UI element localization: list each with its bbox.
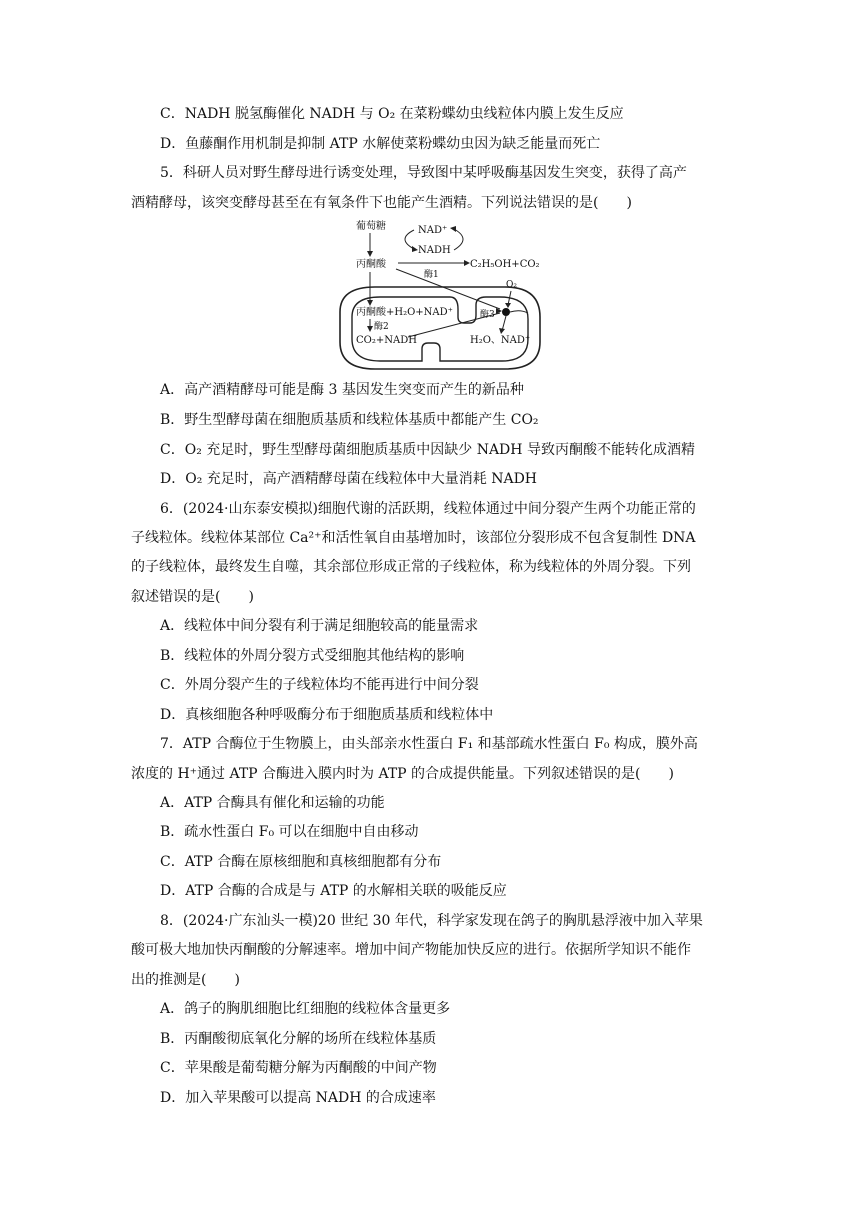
question-7-option-c: C．ATP 合酶在原核细胞和真核细胞都有分布 — [160, 854, 442, 870]
question-6-option-d: D．真核细胞各种呼吸酶分布于细胞质基质和线粒体中 — [160, 707, 494, 723]
question-7-option-b: B．疏水性蛋白 F₀ 可以在细胞中自由移动 — [160, 824, 419, 840]
option-c-prev: C．NADH 脱氢酶催化 NADH 与 O₂ 在菜粉蝶幼虫线粒体内膜上发生反应 — [160, 106, 624, 122]
question-6-option-b: B．线粒体的外周分裂方式受细胞其他结构的影响 — [160, 648, 465, 664]
question-7-stem-line2: 浓度的 H⁺通过 ATP 合酶进入膜内时为 ATP 的合成提供能量。下列叙述错误的是( ) — [131, 766, 674, 782]
option-d-prev: D．鱼藤酮作用机制是抑制 ATP 水解使菜粉蝶幼虫因为缺乏能量而死亡 — [160, 136, 601, 152]
question-6-stem-line2: 子线粒体。线粒体某部位 Ca²⁺和活性氧自由基增加时，该部位分裂形成不包含复制性 DNA — [131, 530, 696, 546]
question-7-option-d: D．ATP 合酶的合成是与 ATP 的水解相关联的吸能反应 — [160, 883, 507, 899]
label-glucose: 葡萄糖 — [356, 221, 386, 232]
label-enzyme-1: 酶1 — [424, 270, 439, 280]
question-5-stem-line2: 酒精酵母，该突变酵母甚至在有氧条件下也能产生酒精。下列说法错误的是( ) — [131, 195, 632, 211]
label-nad-plus: NAD⁺ — [418, 225, 448, 236]
label-o2: O₂ — [506, 280, 517, 290]
label-water-nad: H₂O、NAD⁺ — [470, 335, 531, 346]
question-6-option-a: A．线粒体中间分裂有利于满足细胞较高的能量需求 — [160, 618, 479, 634]
question-6-stem-line1: 6．(2024·山东泰安模拟)细胞代谢的活跃期，线粒体通过中间分裂产生两个功能正常的 — [160, 501, 696, 517]
question-8-option-b: B．丙酮酸彻底氧化分解的场所在线粒体基质 — [160, 1031, 437, 1047]
question-6-stem-line4: 叙述错误的是( ) — [131, 589, 254, 605]
label-enzyme-2: 酶2 — [374, 322, 389, 332]
label-mito-products: CO₂+NADH — [356, 335, 417, 346]
question-5-option-a: A．高产酒精酵母可能是酶 3 基因发生突变而产生的新品种 — [160, 382, 524, 398]
enzyme-3-dot — [502, 308, 510, 316]
question-8-option-c: C．苹果酸是葡萄糖分解为丙酮酸的中间产物 — [160, 1060, 437, 1076]
question-5-stem-line1: 5．科研人员对野生酵母进行诱变处理，导致图中某呼吸酶基因发生突变，获得了高产 — [160, 165, 687, 181]
question-8-option-d: D．加入苹果酸可以提高 NADH 的合成速率 — [160, 1090, 436, 1106]
label-ethanol-co2: C₂H₅OH+CO₂ — [470, 259, 540, 270]
question-6-stem-line3: 的子线粒体，最终发生自噬，其余部位形成正常的子线粒体，称为线粒体的外周分裂。下列 — [131, 559, 691, 575]
question-6-option-c: C．外周分裂产生的子线粒体均不能再进行中间分裂 — [160, 677, 479, 693]
question-5-option-d: D．O₂ 充足时，高产酒精酵母菌在线粒体中大量消耗 NADH — [160, 471, 538, 487]
question-8-stem-line3: 出的推测是( ) — [131, 972, 240, 988]
label-mito-reactants: 丙酮酸+H₂O+NAD⁺ — [356, 307, 453, 318]
label-nadh: NADH — [418, 245, 451, 256]
respiration-diagram — [330, 217, 550, 377]
question-7-stem-line1: 7．ATP 合酶位于生物膜上，由头部亲水性蛋白 F₁ 和基部疏水性蛋白 F₀ 构成，膜外高 — [160, 736, 698, 752]
label-enzyme-3: 酶3 — [480, 310, 495, 320]
question-8-stem-line1: 8．(2024·广东汕头一模)20 世纪 30 年代，科学家发现在鸽子的胸肌悬浮液中加入苹果 — [160, 913, 703, 929]
question-5-option-c: C．O₂ 充足时，野生型酵母菌细胞质基质中因缺少 NADH 导致丙酮酸不能转化成酒精 — [160, 442, 695, 458]
label-pyruvate: 丙酮酸 — [356, 259, 386, 270]
question-8-option-a: A．鸽子的胸肌细胞比红细胞的线粒体含量更多 — [160, 1001, 451, 1017]
question-7-option-a: A．ATP 合酶具有催化和运输的功能 — [160, 795, 385, 811]
question-8-stem-line2: 酸可极大地加快丙酮酸的分解速率。增加中间产物能加快反应的进行。依据所学知识不能作 — [131, 942, 691, 958]
question-5-option-b: B．野生型酵母菌在细胞质基质和线粒体基质中都能产生 CO₂ — [160, 412, 539, 428]
